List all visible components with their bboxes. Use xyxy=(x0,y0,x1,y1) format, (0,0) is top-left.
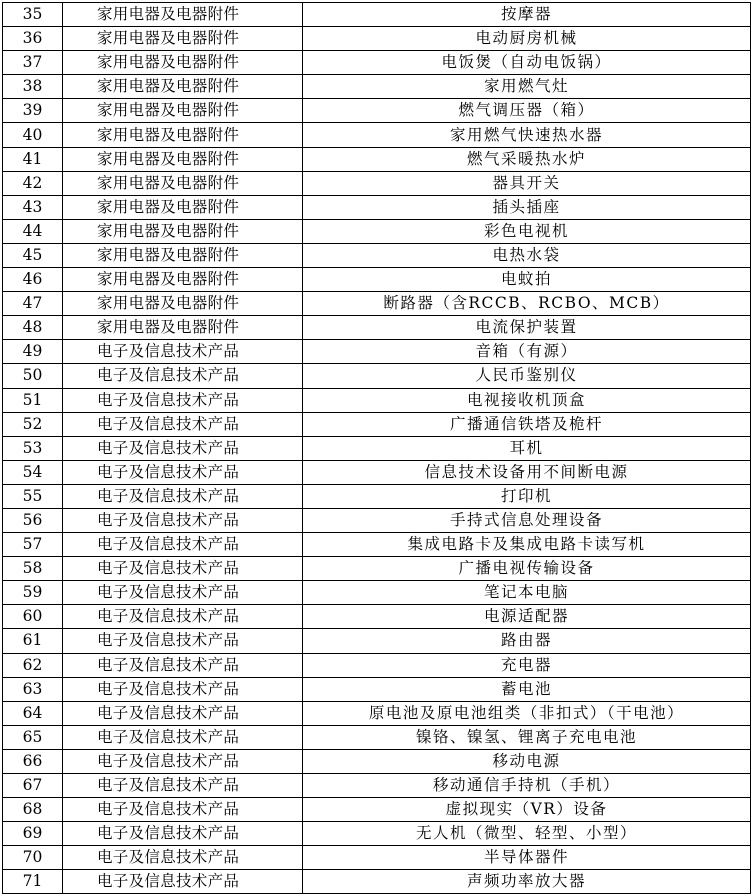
product-name-cell: 燃气调压器（箱） xyxy=(303,99,751,123)
row-number-cell: 44 xyxy=(3,219,63,243)
row-number-cell: 65 xyxy=(3,725,63,749)
row-number-cell: 45 xyxy=(3,243,63,267)
row-number-cell: 62 xyxy=(3,653,63,677)
row-number-cell: 52 xyxy=(3,412,63,436)
category-cell: 家用电器及电器附件 xyxy=(63,195,303,219)
row-number-cell: 55 xyxy=(3,484,63,508)
category-cell: 家用电器及电器附件 xyxy=(63,292,303,316)
category-cell: 家用电器及电器附件 xyxy=(63,99,303,123)
table-row xyxy=(3,171,751,195)
table-row xyxy=(3,75,751,99)
table-row xyxy=(3,774,751,798)
table-body xyxy=(3,3,751,894)
category-cell: 家用电器及电器附件 xyxy=(63,268,303,292)
category-cell: 家用电器及电器附件 xyxy=(63,147,303,171)
product-name-cell: 充电器 xyxy=(303,653,751,677)
product-name-cell: 无人机（微型、轻型、小型） xyxy=(303,822,751,846)
table-row xyxy=(3,99,751,123)
row-number-cell: 54 xyxy=(3,460,63,484)
product-name-cell: 声频功率放大器 xyxy=(303,870,751,894)
row-number-cell: 51 xyxy=(3,388,63,412)
table-row xyxy=(3,3,751,27)
category-cell: 电子及信息技术产品 xyxy=(63,436,303,460)
row-number-cell: 37 xyxy=(3,51,63,75)
product-name-cell: 镍铬、镍氢、锂离子充电电池 xyxy=(303,725,751,749)
product-name-cell: 器具开关 xyxy=(303,171,751,195)
product-name-cell: 笔记本电脑 xyxy=(303,581,751,605)
row-number-cell: 47 xyxy=(3,292,63,316)
row-number-cell: 57 xyxy=(3,533,63,557)
table-row xyxy=(3,870,751,894)
row-number-cell: 68 xyxy=(3,798,63,822)
product-name-cell: 按摩器 xyxy=(303,3,751,27)
product-name-cell: 插头插座 xyxy=(303,195,751,219)
product-name-cell: 彩色电视机 xyxy=(303,219,751,243)
table-row xyxy=(3,798,751,822)
category-cell: 电子及信息技术产品 xyxy=(63,364,303,388)
category-cell: 电子及信息技术产品 xyxy=(63,484,303,508)
table-row xyxy=(3,388,751,412)
category-cell: 电子及信息技术产品 xyxy=(63,774,303,798)
category-cell: 电子及信息技术产品 xyxy=(63,870,303,894)
category-cell: 家用电器及电器附件 xyxy=(63,123,303,147)
table-row xyxy=(3,629,751,653)
product-name-cell: 广播电视传输设备 xyxy=(303,557,751,581)
category-cell: 家用电器及电器附件 xyxy=(63,51,303,75)
row-number-cell: 50 xyxy=(3,364,63,388)
row-number-cell: 40 xyxy=(3,123,63,147)
product-name-cell: 半导体器件 xyxy=(303,846,751,870)
table-row xyxy=(3,364,751,388)
table-row xyxy=(3,316,751,340)
product-name-cell: 电动厨房机械 xyxy=(303,27,751,51)
product-name-cell: 电饭煲（自动电饭锅） xyxy=(303,51,751,75)
product-name-cell: 家用燃气灶 xyxy=(303,75,751,99)
category-cell: 电子及信息技术产品 xyxy=(63,533,303,557)
product-name-cell: 广播通信铁塔及桅杆 xyxy=(303,412,751,436)
category-cell: 电子及信息技术产品 xyxy=(63,701,303,725)
row-number-cell: 71 xyxy=(3,870,63,894)
category-cell: 电子及信息技术产品 xyxy=(63,508,303,532)
category-cell: 电子及信息技术产品 xyxy=(63,557,303,581)
table-row xyxy=(3,436,751,460)
table-row xyxy=(3,292,751,316)
row-number-cell: 43 xyxy=(3,195,63,219)
product-catalog-table xyxy=(2,2,751,894)
category-cell: 电子及信息技术产品 xyxy=(63,846,303,870)
row-number-cell: 38 xyxy=(3,75,63,99)
product-name-cell: 打印机 xyxy=(303,484,751,508)
product-name-cell: 电视接收机顶盒 xyxy=(303,388,751,412)
category-cell: 家用电器及电器附件 xyxy=(63,75,303,99)
category-cell: 家用电器及电器附件 xyxy=(63,3,303,27)
product-name-cell: 移动通信手持机（手机） xyxy=(303,774,751,798)
product-name-cell: 电蚊拍 xyxy=(303,268,751,292)
table-row xyxy=(3,508,751,532)
table-row xyxy=(3,147,751,171)
table-row xyxy=(3,533,751,557)
product-name-cell: 电源适配器 xyxy=(303,605,751,629)
category-cell: 家用电器及电器附件 xyxy=(63,171,303,195)
row-number-cell: 61 xyxy=(3,629,63,653)
row-number-cell: 59 xyxy=(3,581,63,605)
table-row xyxy=(3,605,751,629)
row-number-cell: 36 xyxy=(3,27,63,51)
product-name-cell: 电热水袋 xyxy=(303,243,751,267)
product-name-cell: 家用燃气快速热水器 xyxy=(303,123,751,147)
category-cell: 电子及信息技术产品 xyxy=(63,677,303,701)
row-number-cell: 49 xyxy=(3,340,63,364)
row-number-cell: 48 xyxy=(3,316,63,340)
table-row xyxy=(3,822,751,846)
table-row xyxy=(3,268,751,292)
table-row xyxy=(3,484,751,508)
category-cell: 家用电器及电器附件 xyxy=(63,316,303,340)
product-name-cell: 手持式信息处理设备 xyxy=(303,508,751,532)
product-name-cell: 电流保护装置 xyxy=(303,316,751,340)
row-number-cell: 56 xyxy=(3,508,63,532)
product-name-cell: 路由器 xyxy=(303,629,751,653)
category-cell: 家用电器及电器附件 xyxy=(63,27,303,51)
table-row xyxy=(3,581,751,605)
table-row xyxy=(3,460,751,484)
category-cell: 电子及信息技术产品 xyxy=(63,340,303,364)
row-number-cell: 70 xyxy=(3,846,63,870)
table-row xyxy=(3,412,751,436)
row-number-cell: 64 xyxy=(3,701,63,725)
row-number-cell: 46 xyxy=(3,268,63,292)
table-row xyxy=(3,701,751,725)
table-row xyxy=(3,653,751,677)
category-cell: 电子及信息技术产品 xyxy=(63,725,303,749)
table-row xyxy=(3,340,751,364)
product-name-cell: 人民币鉴别仪 xyxy=(303,364,751,388)
product-name-cell: 耳机 xyxy=(303,436,751,460)
product-name-cell: 信息技术设备用不间断电源 xyxy=(303,460,751,484)
product-name-cell: 断路器（含RCCB、RCBO、MCB） xyxy=(303,292,751,316)
row-number-cell: 53 xyxy=(3,436,63,460)
row-number-cell: 67 xyxy=(3,774,63,798)
table-row xyxy=(3,123,751,147)
table-row xyxy=(3,677,751,701)
table-row xyxy=(3,243,751,267)
row-number-cell: 58 xyxy=(3,557,63,581)
category-cell: 电子及信息技术产品 xyxy=(63,460,303,484)
category-cell: 电子及信息技术产品 xyxy=(63,605,303,629)
category-cell: 电子及信息技术产品 xyxy=(63,653,303,677)
row-number-cell: 39 xyxy=(3,99,63,123)
category-cell: 电子及信息技术产品 xyxy=(63,798,303,822)
product-name-cell: 集成电路卡及集成电路卡读写机 xyxy=(303,533,751,557)
row-number-cell: 41 xyxy=(3,147,63,171)
table-row xyxy=(3,749,751,773)
table-row xyxy=(3,27,751,51)
product-name-cell: 移动电源 xyxy=(303,749,751,773)
category-cell: 电子及信息技术产品 xyxy=(63,412,303,436)
row-number-cell: 66 xyxy=(3,749,63,773)
category-cell: 家用电器及电器附件 xyxy=(63,243,303,267)
product-name-cell: 虚拟现实（VR）设备 xyxy=(303,798,751,822)
category-cell: 电子及信息技术产品 xyxy=(63,388,303,412)
row-number-cell: 60 xyxy=(3,605,63,629)
product-name-cell: 蓄电池 xyxy=(303,677,751,701)
category-cell: 电子及信息技术产品 xyxy=(63,822,303,846)
table-row xyxy=(3,846,751,870)
row-number-cell: 69 xyxy=(3,822,63,846)
table-row xyxy=(3,725,751,749)
product-name-cell: 音箱（有源） xyxy=(303,340,751,364)
table-row xyxy=(3,219,751,243)
category-cell: 电子及信息技术产品 xyxy=(63,629,303,653)
row-number-cell: 42 xyxy=(3,171,63,195)
category-cell: 电子及信息技术产品 xyxy=(63,749,303,773)
table-row xyxy=(3,195,751,219)
table-row xyxy=(3,557,751,581)
product-name-cell: 原电池及原电池组类（非扣式）（干电池） xyxy=(303,701,751,725)
table-row xyxy=(3,51,751,75)
category-cell: 电子及信息技术产品 xyxy=(63,581,303,605)
product-name-cell: 燃气采暖热水炉 xyxy=(303,147,751,171)
row-number-cell: 35 xyxy=(3,3,63,27)
row-number-cell: 63 xyxy=(3,677,63,701)
category-cell: 家用电器及电器附件 xyxy=(63,219,303,243)
